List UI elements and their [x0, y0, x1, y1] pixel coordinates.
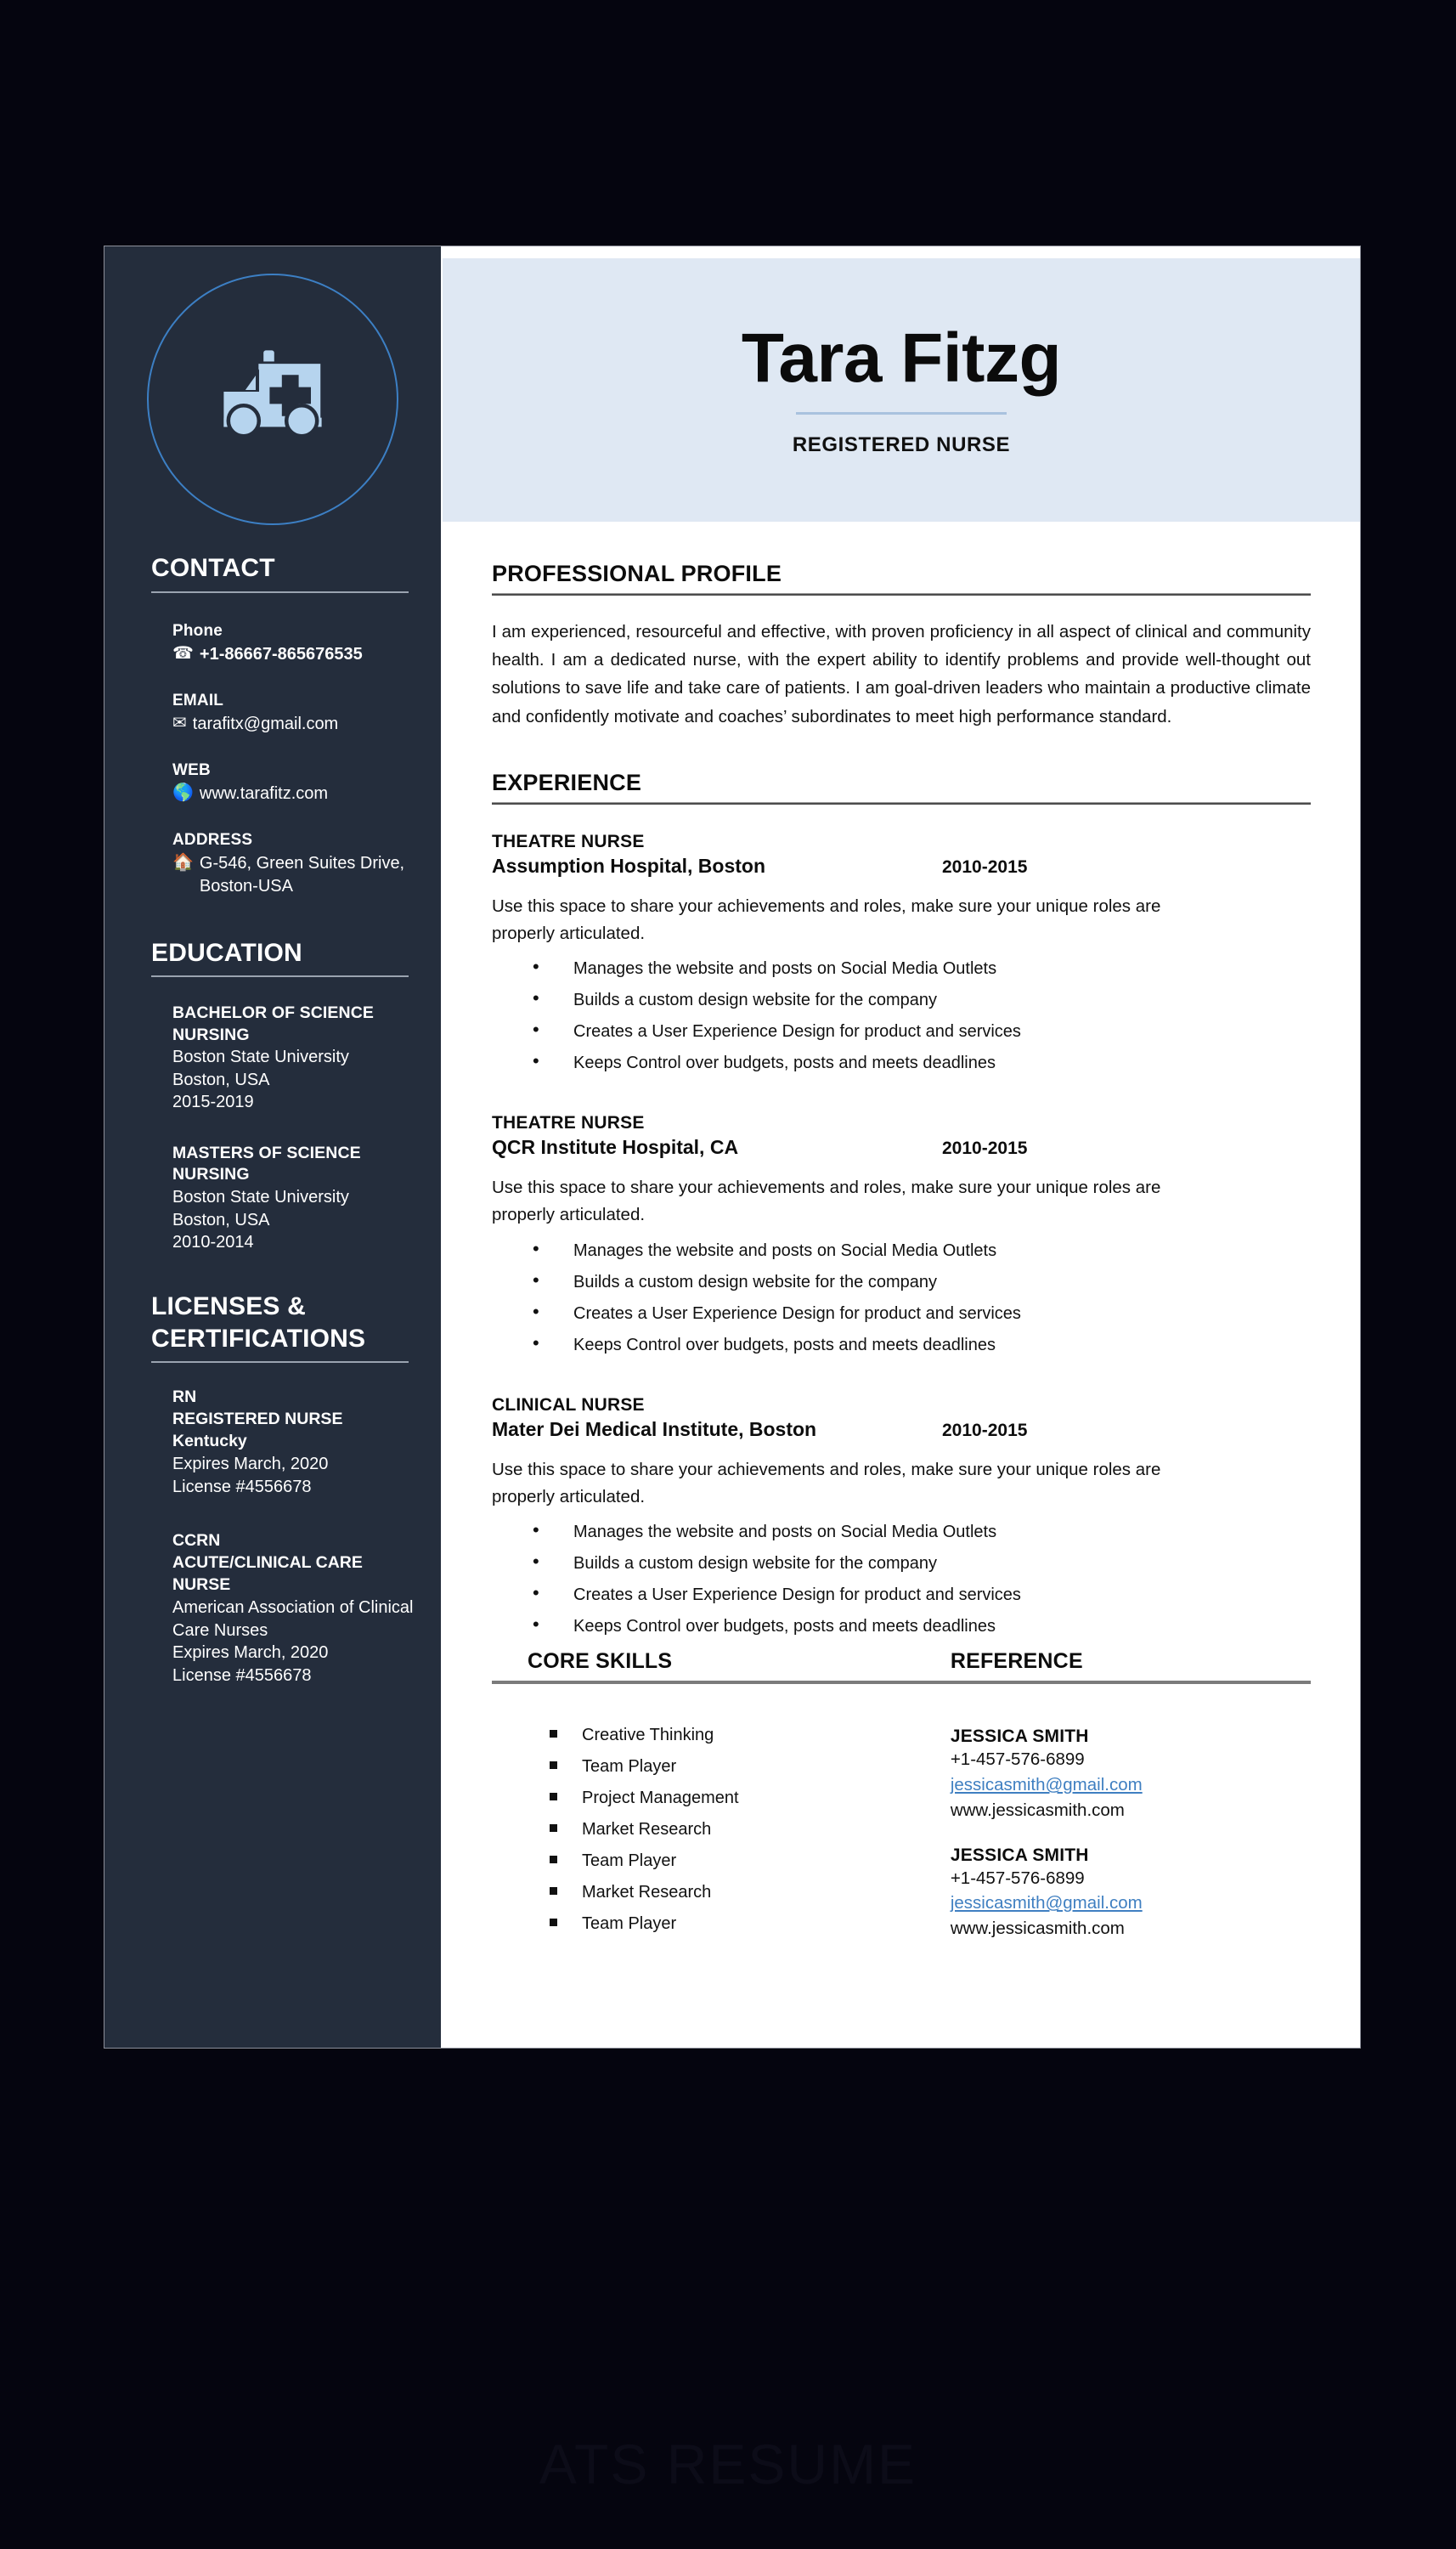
licenses-heading-line2: CERTIFICATIONS: [151, 1324, 366, 1353]
education-degree: BACHELOR OF SCIENCE: [172, 1003, 374, 1022]
job-role-subtitle: REGISTERED NURSE: [792, 432, 1011, 456]
contact-value-address: 🏠 G-546, Green Suites Drive, Boston-USA: [172, 852, 405, 896]
job-bullet-list: [492, 960, 1311, 1086]
education-school: Boston State University: [172, 1048, 349, 1067]
job-dates: 2010-2015: [942, 856, 1028, 877]
reference-item: [951, 1845, 1311, 1941]
watermark-text: ATS RESUME: [539, 2433, 917, 2495]
job-bullet: • Builds a custom design website for the company: [492, 992, 1311, 1023]
header-banner: [443, 258, 1360, 522]
job-description: Use this space to share your achievements and roles, make sure your unique roles are properly articulated.: [492, 896, 1161, 943]
license-issuer: Kentucky: [172, 1432, 247, 1451]
contact-heading-rule: [151, 591, 409, 593]
core-skills-heading: CORE SKILLS: [528, 1649, 673, 1674]
license-item: [172, 1530, 415, 1687]
skill-item: Team Player: [492, 1915, 951, 1947]
license-abbr: CCRN: [172, 1531, 221, 1551]
experience-heading-rule: [492, 802, 1311, 805]
education-degree: MASTERS OF SCIENCE: [172, 1143, 361, 1162]
name-divider: [796, 412, 1007, 415]
reference-name: JESSICA SMITH: [950, 1845, 1089, 1865]
job-bullet: • Keeps Control over budgets, posts and meets deadlines: [492, 1054, 1311, 1086]
job-bullet-list: [492, 1523, 1311, 1649]
education-heading-rule: [151, 975, 409, 977]
job-title: THEATRE NURSE: [492, 831, 645, 851]
job-bullet-list: [492, 1242, 1311, 1368]
license-item: [172, 1387, 415, 1498]
education-item: [172, 1143, 415, 1254]
experience-item: [492, 1395, 1311, 1650]
bottom-section: [492, 1649, 1311, 1963]
licenses-heading: [151, 1291, 441, 1354]
job-header-row: [492, 855, 1311, 878]
contact-label-phone: Phone: [172, 621, 223, 640]
profile-heading-rule: [492, 593, 1311, 596]
envelope-icon: ✉: [172, 713, 187, 732]
job-bullet: • Creates a User Experience Design for product and services: [492, 1586, 1311, 1618]
avatar-circle: [147, 274, 398, 525]
job-title: CLINICAL NURSE: [492, 1394, 645, 1415]
job-bullet: • Manages the website and posts on Social Media Outlets: [492, 960, 1311, 992]
reference-phone: +1-457-576-6899: [950, 1868, 1085, 1888]
skill-item: Market Research: [492, 1884, 951, 1915]
license-abbr: RN: [172, 1388, 197, 1407]
license-number: License #4556678: [172, 1665, 312, 1685]
job-bullet: • Builds a custom design website for the company: [492, 1555, 1311, 1586]
license-title: REGISTERED NURSE: [172, 1410, 343, 1429]
telephone-icon: ☎: [172, 643, 194, 663]
resume-page: [104, 246, 1360, 2048]
bottom-columns: [492, 1710, 1311, 1963]
job-bullet: • Manages the website and posts on Social Media Outlets: [492, 1523, 1311, 1555]
education-field: NURSING: [172, 1025, 250, 1044]
job-dates: 2010-2015: [942, 1420, 1028, 1440]
globe-icon: 🌎: [172, 783, 194, 802]
contact-label-address: ADDRESS: [172, 830, 253, 849]
main-body: [443, 561, 1360, 1964]
contact-item-phone: [172, 622, 415, 666]
experience-item: [492, 1113, 1311, 1368]
job-bullet: • Keeps Control over budgets, posts and meets deadlines: [492, 1618, 1311, 1649]
main-content: [443, 246, 1360, 2048]
contact-item-address: [172, 831, 415, 898]
bottom-heading-rule: [492, 1681, 1311, 1684]
skill-item: Creative Thinking: [492, 1727, 951, 1758]
reference-column: [951, 1710, 1311, 1963]
core-skills-column: [492, 1710, 951, 1963]
job-organization: Mater Dei Medical Institute, Boston: [492, 1417, 817, 1440]
job-bullet: • Builds a custom design website for the company: [492, 1274, 1311, 1305]
reference-item: [951, 1727, 1311, 1823]
job-header-row: [492, 1418, 1311, 1441]
education-list: [104, 1003, 441, 1253]
job-description: Use this space to share your achievements and roles, make sure your unique roles are properly articulated.: [492, 1459, 1161, 1506]
reference-website: www.jessicasmith.com: [950, 1800, 1125, 1820]
contact-label-web: WEB: [172, 760, 211, 779]
education-school: Boston State University: [172, 1188, 349, 1207]
sidebar: [104, 246, 443, 2048]
bottom-heading-row: [492, 1649, 1311, 1674]
license-expires: Expires March, 2020: [172, 1643, 329, 1663]
licenses-heading-line1: LICENSES &: [151, 1292, 307, 1321]
reference-heading: REFERENCE: [950, 1649, 1083, 1674]
experience-heading: EXPERIENCE: [492, 769, 642, 795]
license-issuer: American Association of Clinical Care Nurses: [172, 1598, 414, 1640]
job-organization: Assumption Hospital, Boston: [492, 854, 765, 877]
job-bullet: • Creates a User Experience Design for product and services: [492, 1023, 1311, 1054]
job-title: THEATRE NURSE: [492, 1113, 645, 1133]
education-heading: EDUCATION: [151, 938, 302, 967]
profile-heading: PROFESSIONAL PROFILE: [492, 561, 782, 586]
reference-email-link[interactable]: jessicasmith@gmail.com: [950, 1775, 1143, 1795]
education-years: 2015-2019: [172, 1093, 254, 1112]
license-number: License #4556678: [172, 1477, 312, 1496]
job-dates: 2010-2015: [942, 1139, 1028, 1159]
contact-value-phone: ☎ +1-86667-865676535: [172, 643, 363, 664]
licenses-heading-rule: [151, 1361, 409, 1363]
contact-value-web: 🌎 www.tarafitz.com: [172, 783, 329, 803]
contact-heading: CONTACT: [151, 554, 275, 582]
skill-item: Team Player: [492, 1852, 951, 1884]
experience-item: [492, 832, 1311, 1087]
contact-label-email: EMAIL: [172, 691, 224, 709]
contact-value-email: ✉ tarafitx@gmail.com: [172, 713, 339, 733]
job-bullet: • Manages the website and posts on Social Media Outlets: [492, 1242, 1311, 1274]
home-icon: 🏠: [172, 852, 194, 872]
education-location: Boston, USA: [172, 1070, 270, 1089]
reference-phone: +1-457-576-6899: [950, 1749, 1085, 1770]
job-bullet: • Keeps Control over budgets, posts and meets deadlines: [492, 1337, 1311, 1368]
skill-item: Project Management: [492, 1789, 951, 1821]
page-title: Tara Fitzg: [741, 319, 1062, 397]
contact-list: [104, 622, 441, 898]
reference-name: JESSICA SMITH: [950, 1727, 1089, 1747]
skill-item: Market Research: [492, 1821, 951, 1852]
job-header-row: [492, 1136, 1311, 1159]
job-organization: QCR Institute Hospital, CA: [492, 1136, 739, 1159]
education-item: [172, 1003, 415, 1114]
license-expires: Expires March, 2020: [172, 1455, 329, 1474]
job-description: Use this space to share your achievements and roles, make sure your unique roles are properly articulated.: [492, 1178, 1161, 1225]
core-skills-list: [492, 1727, 951, 1947]
avatar: [104, 246, 441, 552]
education-location: Boston, USA: [172, 1210, 270, 1229]
education-years: 2010-2014: [172, 1232, 254, 1252]
ambulance-icon: [196, 323, 349, 476]
job-bullet: • Creates a User Experience Design for product and services: [492, 1305, 1311, 1337]
skill-item: Team Player: [492, 1758, 951, 1789]
education-field: NURSING: [172, 1165, 250, 1184]
license-title: ACUTE/CLINICAL CARE NURSE: [172, 1553, 363, 1595]
contact-item-web: [172, 761, 415, 805]
profile-text: I am experienced, resourceful and effective, with proven proficiency in all aspect of clinical and community health. I am a dedicated nurse, with the expert ability to identify problems and provide well-thought out solutions to save life and take care of patients. I am goal-driven leaders who maintain a productive climate and confidently motivate and coaches’ subordinates to meet high performance standard.: [492, 622, 1311, 726]
reference-email-link[interactable]: jessicasmith@gmail.com: [950, 1893, 1143, 1913]
contact-item-email: [172, 692, 415, 736]
licenses-list: [104, 1387, 441, 1687]
reference-website: www.jessicasmith.com: [950, 1919, 1125, 1938]
